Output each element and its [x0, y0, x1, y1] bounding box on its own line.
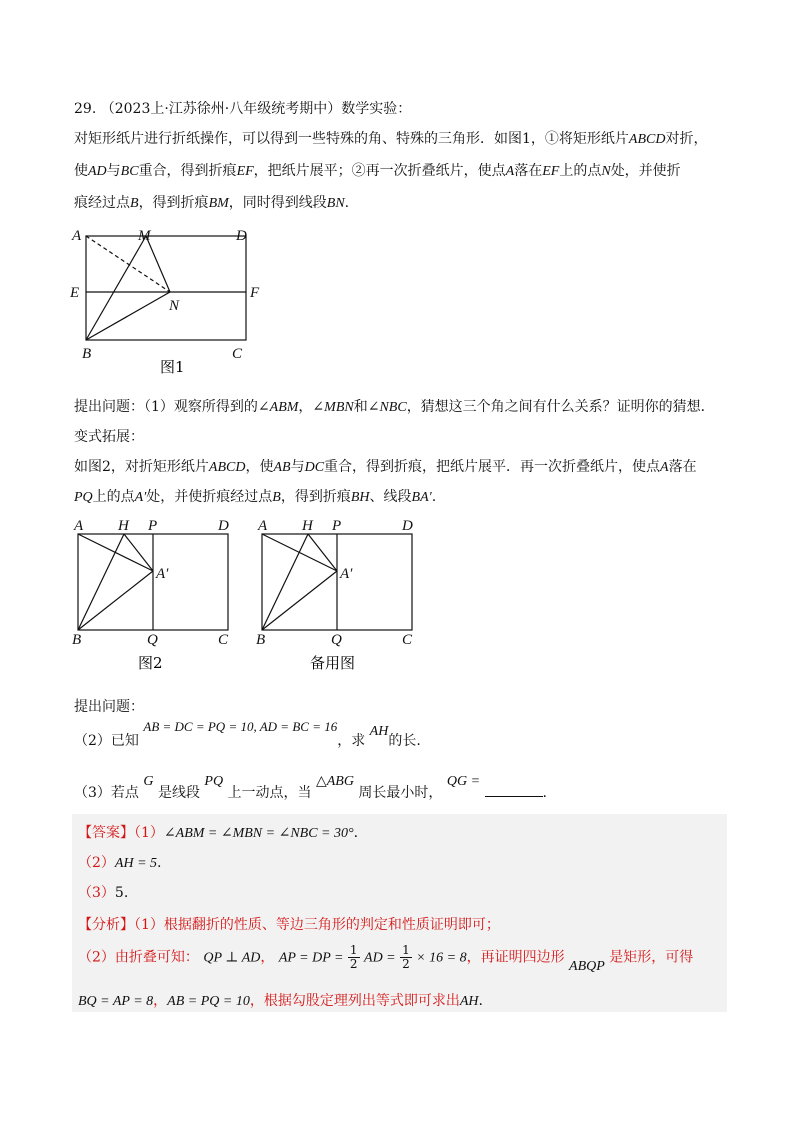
- q2-condition: AB = DC = PQ = 10, AD = BC = 16: [143, 719, 338, 734]
- problem-source: （2023上·江苏徐州·八年级统考期中）数学实验：: [100, 101, 412, 117]
- fig3-label-p: P: [332, 518, 342, 534]
- fig3-segment-ba1: [262, 571, 337, 630]
- fig2-segment-aa1: [78, 534, 153, 571]
- figure-2: [70, 516, 250, 676]
- answer-line-3: （3）5.: [78, 885, 129, 901]
- fig3-label-h: H: [302, 518, 313, 534]
- extend-title: 变式拓展：: [74, 429, 144, 445]
- fig1-label-d: D: [236, 228, 247, 244]
- problem-intro-line2: 使AD与BC重合，得到折痕EF，把纸片展平；②再一次折叠纸片，使点A落在EF上的点N处，并使折: [74, 163, 681, 179]
- fig1-label-e: E: [70, 285, 80, 301]
- fig2-label-d: D: [218, 518, 229, 534]
- problem-intro-line1: 对矩形纸片进行折纸操作，可以得到一些特殊的角、特殊的三角形．如图1，①将矩形纸片ABCD对折，: [74, 131, 708, 147]
- fig1-label-a: A: [72, 228, 82, 244]
- fig3-segment-ha1: [308, 534, 337, 571]
- fig2-label-p: P: [148, 518, 158, 534]
- fig3-label-q: Q: [331, 632, 342, 648]
- fig3-label-d: D: [402, 518, 413, 534]
- problem-number: 29.: [74, 101, 97, 117]
- fig1-label-c: C: [232, 346, 243, 362]
- fig2-caption: 图2: [138, 654, 163, 672]
- answer-analysis-box: [72, 814, 727, 1012]
- fig3-segment-bh: [262, 534, 308, 630]
- q3-answer-blank: [485, 784, 543, 797]
- fig3-label-b: B: [256, 632, 266, 648]
- fig1-label-b: B: [82, 346, 92, 362]
- fig2-label-a1: A′: [156, 566, 169, 582]
- fig2-label-a: A: [74, 518, 84, 534]
- extend-line2: PQ上的点A′处，并使折痕经过点B，得到折痕BH、线段BA′.: [74, 489, 437, 505]
- problem-header: [74, 98, 411, 118]
- fig1-caption: 图1: [160, 358, 185, 374]
- answer-line-2: （2）AH = 5.: [78, 855, 162, 871]
- fig1-segment-bm: [86, 236, 146, 340]
- figure-backup: [254, 516, 434, 676]
- fig2-label-h: H: [118, 518, 129, 534]
- fig1-label-f: F: [250, 285, 260, 301]
- analysis-line-1: 【分析】（1）根据翻折的性质、等边三角形的判定和性质证明即可；: [78, 917, 500, 933]
- fig2-label-b: B: [72, 632, 82, 648]
- fig3-segment-aa1: [262, 534, 337, 571]
- fig1-label-m: M: [138, 228, 151, 244]
- questions-label: 提出问题：: [74, 699, 144, 715]
- fig2-segment-ba1: [78, 571, 153, 630]
- fig3-label-c: C: [402, 632, 413, 648]
- fig2-label-q: Q: [147, 632, 158, 648]
- answer-line-1: 【答案】（1）∠ABM = ∠MBN = ∠NBC = 30°.: [78, 825, 359, 841]
- fig2-segment-bh: [78, 534, 124, 630]
- fraction-half-2: $\frac{1}{2}$: [402, 943, 410, 971]
- figure-1: [70, 222, 270, 374]
- problem-intro-line3: 痕经过点B，得到折痕BM，同时得到线段BN.: [74, 195, 350, 211]
- fig2-label-c: C: [218, 632, 229, 648]
- extend-line1: 如图2，对折矩形纸片ABCD，使AB与DC重合，得到折痕，把纸片展平．再一次折叠纸片，使点A落在: [74, 459, 697, 475]
- analysis-line-3: BQ = AP = 8，AB = PQ = 10，根据勾股定理列出等式即可求出AH.: [78, 993, 483, 1009]
- fig2-segment-ha1: [124, 534, 153, 571]
- fig1-label-n: N: [169, 298, 180, 314]
- question-2: （2）已知 AB = DC = PQ = 10, AD = BC = 16，求 AH的长.: [74, 719, 421, 749]
- answer-tag: 【答案】: [78, 825, 134, 841]
- fig3-label-a: A: [258, 518, 268, 534]
- fig1-segment-bn: [86, 292, 170, 340]
- question-3: （3）若点 G 是线段 PQ 上一动点，当 △ABG 周长最小时， QG = .: [74, 774, 547, 801]
- fig3-label-a1: A′: [340, 566, 353, 582]
- fraction-half-1: $\frac{1}{2}$: [349, 943, 358, 971]
- fig3-caption: 备用图: [310, 654, 356, 672]
- analysis-tag: 【分析】: [78, 917, 134, 933]
- question-1: 提出问题：（1）观察所得到的∠ABM，∠MBN和∠NBC，猜想这三个角之间有什么关系？证明你的猜想．: [74, 399, 715, 415]
- analysis-line-2: （2）由折叠可知： QP ⊥ AD， AP = DP = $\frac{1}{2}$ AD = $\frac{1}{2}$ × 16 = 8，再证明四边形 ABQP 是矩形，可得: [78, 943, 694, 974]
